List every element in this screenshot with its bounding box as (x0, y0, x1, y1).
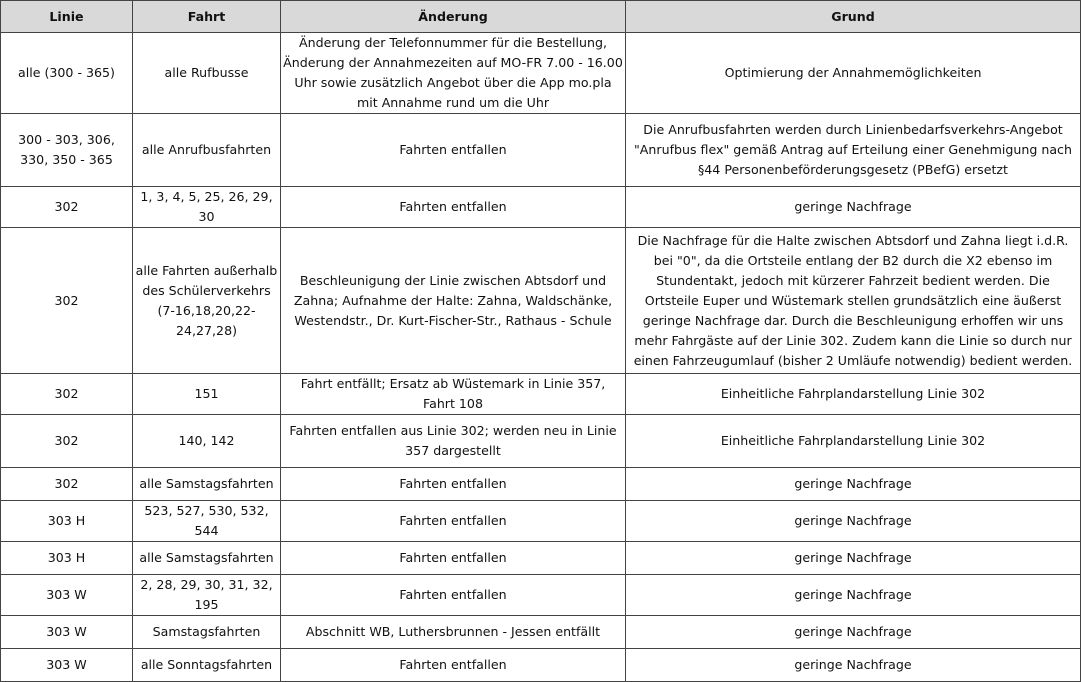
cell-aenderung: Fahrten entfallen (281, 649, 626, 682)
table-row (1, 542, 1081, 575)
cell-linie: 302 (1, 415, 133, 468)
cell-linie: 302 (1, 187, 133, 228)
table-row (1, 187, 1081, 228)
cell-grund: geringe Nachfrage (626, 649, 1081, 682)
cell-aenderung: Fahrten entfallen (281, 542, 626, 575)
cell-aenderung: Fahrten entfallen (281, 501, 626, 542)
cell-fahrt: 1, 3, 4, 5, 25, 26, 29, 30 (133, 187, 281, 228)
cell-grund: geringe Nachfrage (626, 187, 1081, 228)
cell-fahrt: Samstagsfahrten (133, 616, 281, 649)
cell-aenderung: Änderung der Telefonnummer für die Bestellung, Änderung der Annahmezeiten auf MO-FR 7.00 - 16.00 Uhr sowie zusätzlich Angebot über die App mo.pla mit Annahme rund um die Uhr (281, 33, 626, 114)
cell-grund: Einheitliche Fahrplandarstellung Linie 302 (626, 374, 1081, 415)
cell-aenderung: Fahrten entfallen (281, 575, 626, 616)
cell-grund: geringe Nachfrage (626, 575, 1081, 616)
cell-aenderung: Abschnitt WB, Luthersbrunnen - Jessen entfällt (281, 616, 626, 649)
header-grund: Grund (626, 1, 1081, 33)
cell-fahrt: alle Sonntagsfahrten (133, 649, 281, 682)
cell-linie: 303 W (1, 575, 133, 616)
cell-fahrt: alle Anrufbusfahrten (133, 114, 281, 187)
table-row (1, 501, 1081, 542)
cell-aenderung: Fahrten entfallen (281, 468, 626, 501)
cell-fahrt: alle Rufbusse (133, 33, 281, 114)
cell-fahrt: 523, 527, 530, 532, 544 (133, 501, 281, 542)
table-row (1, 575, 1081, 616)
cell-aenderung: Fahrt entfällt; Ersatz ab Wüstemark in Linie 357, Fahrt 108 (281, 374, 626, 415)
cell-aenderung: Fahrten entfallen (281, 114, 626, 187)
cell-aenderung: Beschleunigung der Linie zwischen Abtsdorf und Zahna; Aufnahme der Halte: Zahna, Waldschänke, Westendstr., Dr. Kurt-Fischer-Str., Rathaus - Schule (281, 228, 626, 374)
table-row (1, 114, 1081, 187)
cell-fahrt: alle Samstagsfahrten (133, 542, 281, 575)
cell-fahrt: 151 (133, 374, 281, 415)
cell-grund: geringe Nachfrage (626, 542, 1081, 575)
cell-grund: geringe Nachfrage (626, 468, 1081, 501)
cell-linie: 303 W (1, 616, 133, 649)
cell-grund: geringe Nachfrage (626, 616, 1081, 649)
table-row (1, 415, 1081, 468)
cell-linie: 300 - 303, 306, 330, 350 - 365 (1, 114, 133, 187)
cell-fahrt: alle Samstagsfahrten (133, 468, 281, 501)
table-row (1, 374, 1081, 415)
cell-linie: 303 H (1, 501, 133, 542)
cell-fahrt: 140, 142 (133, 415, 281, 468)
table-row (1, 468, 1081, 501)
table-row (1, 33, 1081, 114)
table-row (1, 228, 1081, 374)
cell-aenderung: Fahrten entfallen aus Linie 302; werden neu in Linie 357 dargestellt (281, 415, 626, 468)
header-fahrt: Fahrt (133, 1, 281, 33)
header-row (1, 1, 1081, 33)
cell-fahrt: alle Fahrten außerhalb des Schülerverkehrs (7-16,18,20,22-24,27,28) (133, 228, 281, 374)
table-row (1, 616, 1081, 649)
header-aenderung: Änderung (281, 1, 626, 33)
cell-linie: 302 (1, 374, 133, 415)
table-row (1, 649, 1081, 682)
header-linie: Linie (1, 1, 133, 33)
cell-grund: Optimierung der Annahmemöglichkeiten (626, 33, 1081, 114)
cell-grund: Einheitliche Fahrplandarstellung Linie 302 (626, 415, 1081, 468)
cell-grund: Die Nachfrage für die Halte zwischen Abtsdorf und Zahna liegt i.d.R. bei "0", da die Ortsteile entlang der B2 durch die X2 ebenso im Stundentakt, jedoch mit kürzerer Fahrzeit bedient werden. Die Ortsteile Euper und Wüstemark stellen grundsätzlich eine äußerst geringe Nachfrage dar. Durch die Beschleunigung erhoffen wir uns mehr Fahrgäste auf der Linie 302. Zudem kann die Linie so durch nur einen Fahrzeugumlauf (bisher 2 Umläufe notwendig) bedient werden. (626, 228, 1081, 374)
cell-linie: 303 H (1, 542, 133, 575)
cell-fahrt: 2, 28, 29, 30, 31, 32, 195 (133, 575, 281, 616)
cell-grund: Die Anrufbusfahrten werden durch Linienbedarfsverkehrs-Angebot "Anrufbus flex" gemäß Antrag auf Erteilung einer Genehmigung nach §44 Personenbeförderungsgesetz (PBefG) ersetzt (626, 114, 1081, 187)
cell-grund: geringe Nachfrage (626, 501, 1081, 542)
cell-linie: alle (300 - 365) (1, 33, 133, 114)
cell-linie: 303 W (1, 649, 133, 682)
cell-linie: 302 (1, 228, 133, 374)
cell-linie: 302 (1, 468, 133, 501)
cell-aenderung: Fahrten entfallen (281, 187, 626, 228)
